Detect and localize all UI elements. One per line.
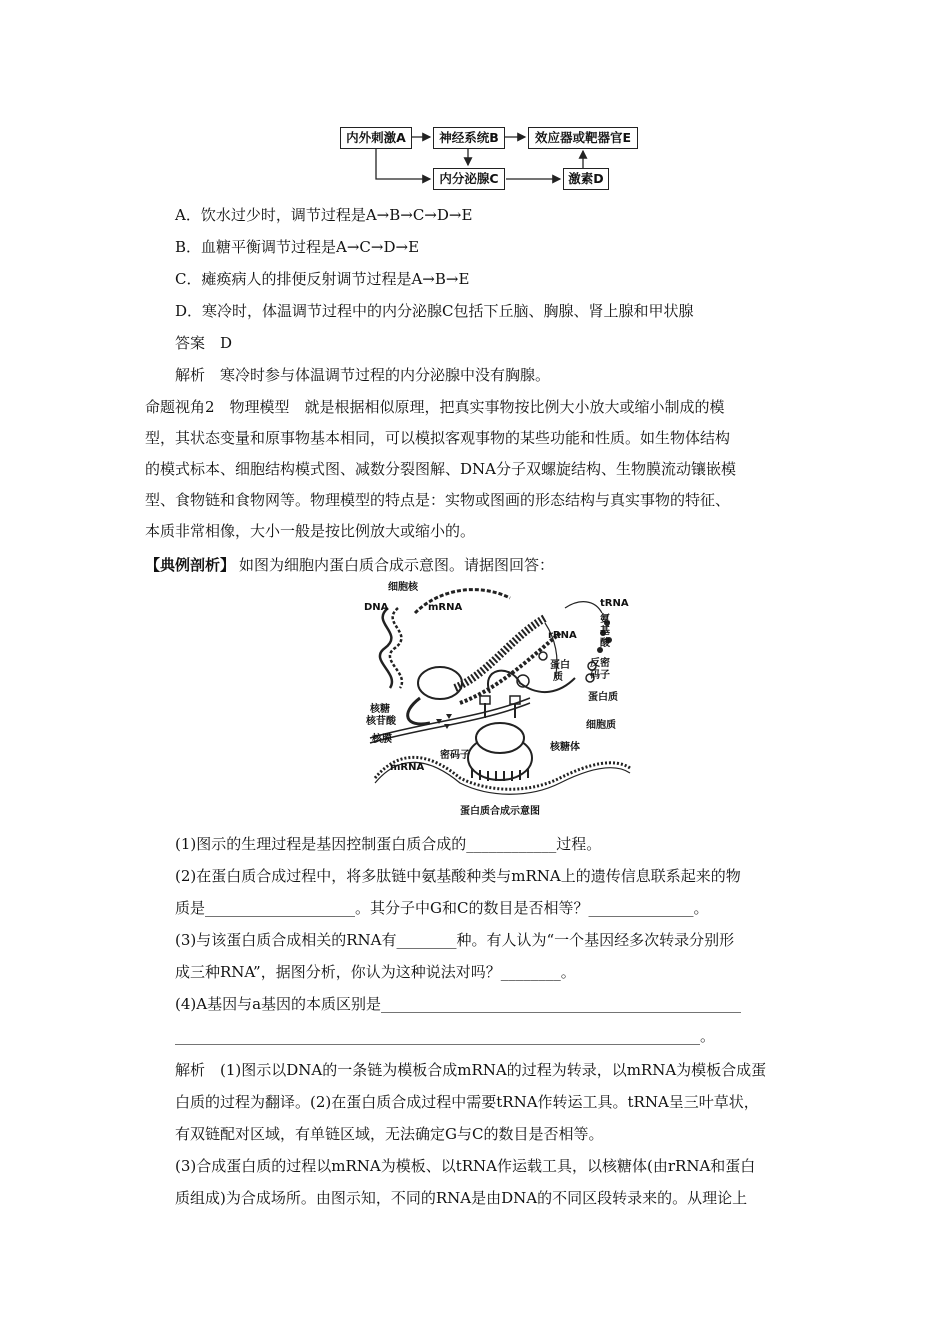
label-ribosome: 核糖体 [550, 742, 580, 753]
label-protein: 蛋白质 [588, 692, 618, 703]
analysis-2-line-1: 解析 (1)图示以DNA的一条链为模板合成mRNA的过程为转录，以mRNA为模板合成蛋 [175, 1061, 767, 1079]
example-text: 如图为细胞内蛋白质合成示意图。请据图回答： [239, 556, 555, 574]
perspective-line-2: 型，其状态变量和原事物基本相同，可以模拟客观事物的某些功能和性质。如生物体结构 [145, 429, 731, 447]
label-mrna-bottom: mRNA [390, 762, 425, 773]
option-c: C．瘫痪病人的排便反射调节过程是A→B→E [175, 270, 470, 288]
label-mrna-top: mRNA [428, 602, 463, 613]
label-cytoplasm: 细胞质 [586, 720, 616, 731]
protein-synthesis-figure [360, 578, 640, 818]
perspective-line-3: 的模式标本、细胞结构模式图、减数分裂图解、DNA分子双螺旋结构、生物膜流动镶嵌模 [145, 460, 736, 478]
example-tag: 【典例剖析】 [145, 556, 236, 574]
perspective-line-1: 命题视角2 物理模型 就是根据相似原理，把真实事物按比例大小放大或缩小制成的模 [145, 398, 725, 416]
question-4-line-2: ______________________________________________________________________。 [175, 1027, 716, 1045]
label-protein-small-2: 质 [553, 672, 563, 683]
flow-box-c: 内分泌腺C [433, 168, 505, 190]
analysis-2-line-4: (3)合成蛋白质的过程以mRNA为模板、以tRNA作运载工具，以核糖体(由rRNA和蛋白 [175, 1157, 756, 1175]
option-d: D．寒冷时，体温调节过程中的内分泌腺C包括下丘脑、胸腺、肾上腺和甲状腺 [175, 302, 694, 320]
label-ribonucleotide-1: 核糖 [370, 704, 390, 715]
analysis-1: 解析 寒冷时参与体温调节过程的内分泌腺中没有胸腺。 [175, 366, 551, 384]
label-codon: 密码子 [440, 750, 470, 761]
question-1: (1)图示的生理过程是基因控制蛋白质合成的____________过程。 [175, 835, 602, 853]
analysis-2-line-2: 白质的过程为翻译。(2)在蛋白质合成过程中需要tRNA作转运工具。tRNA呈三叶草状， [175, 1093, 759, 1111]
option-a: A．饮水过少时，调节过程是A→B→C→D→E [175, 206, 473, 224]
flow-box-b: 神经系统B [433, 127, 505, 149]
label-rrna: rRNA [548, 630, 577, 641]
question-2-line-1: (2)在蛋白质合成过程中，将多肽链中氨基酸种类与mRNA上的遗传信息联系起来的物 [175, 867, 741, 885]
analysis-2-line-3: 有双链配对区域，有单链区域，无法确定G与C的数目是否相等。 [175, 1125, 604, 1143]
label-anticodon-1: 反密 [590, 658, 610, 669]
label-amino-1: 氨 [600, 614, 610, 625]
question-2-line-2: 质是____________________。其分子中G和C的数目是否相等？______________。 [175, 899, 709, 917]
flow-box-d: 激素D [563, 168, 609, 190]
label-protein-small-1: 蛋白 [550, 660, 570, 671]
example-line [145, 555, 554, 575]
option-b: B．血糖平衡调节过程是A→C→D→E [175, 238, 420, 256]
label-trna: tRNA [600, 598, 629, 609]
flow-diagram [340, 125, 640, 191]
label-nucleus: 细胞核 [388, 582, 418, 593]
question-3-line-1: (3)与该蛋白质合成相关的RNA有________种。有人认为“一个基因经多次转录分别形 [175, 931, 735, 949]
answer: 答案 D [175, 334, 233, 352]
figure-caption: 蛋白质合成示意图 [460, 806, 540, 817]
question-4-line-1: (4)A基因与a基因的本质区别是________________________________________________ [175, 995, 742, 1013]
perspective-line-5: 本质非常相像，大小一般是按比例放大或缩小的。 [145, 522, 476, 540]
flow-box-e: 效应器或靶器官E [528, 127, 638, 149]
label-amino-3: 酸 [600, 638, 610, 649]
perspective-line-4: 型、食物链和食物网等。物理模型的特点是：实物或图画的形态结构与真实事物的特征、 [145, 491, 731, 509]
flow-box-a: 内外刺激A [340, 127, 412, 149]
label-membrane: 核膜 [372, 734, 392, 745]
question-3-line-2: 成三种RNA”，据图分析，你认为这种说法对吗？________。 [175, 963, 576, 981]
label-ribonucleotide-2: 核苷酸 [366, 716, 396, 727]
label-anticodon-2: 码子 [590, 670, 610, 681]
label-dna: DNA [364, 602, 389, 613]
analysis-2-line-5: 质组成)为合成场所。由图示知，不同的RNA是由DNA的不同区段转录来的。从理论上 [175, 1189, 748, 1207]
label-amino-2: 基 [600, 626, 610, 637]
